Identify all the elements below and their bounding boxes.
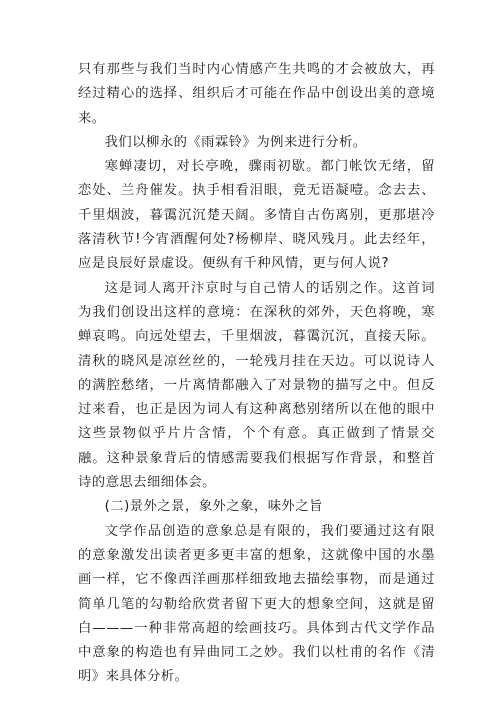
paragraph-poem-analysis: 这是词人离开汴京时与自己情人的话别之作。这首词为我们创设出这样的意境：在深秋的郊外，天色将晚，寒蝉哀鸣。向远处望去，千里烟波，暮霭沉沉，直接天际。清秋的晓风是凉丝丝的，一轮残月挂在天边。可以说诗人的满腔愁绪，一片离情都融入了对景物的描写之中。但反过来看，也正是因为词人有这种离愁别绪所以在他的眼中这些景物似乎片片含情，个个有意。真正做到了情景交融。这种景象背后的情感需要我们根据写作背景，和整首诗的意思去细细体会。 xyxy=(78,280,435,491)
paragraph-example-intro: 我们以柳永的《雨霖铃》为例来进行分析。 xyxy=(104,134,367,150)
section-heading: (二)景外之景，象外之象，味外之旨 xyxy=(104,499,323,515)
paragraph-continuation: 只有那些与我们当时内心情感产生共鸣的才会被放大，再经过精心的选择、组织后才可能在作品中创设出美的意境来。 xyxy=(78,62,435,126)
poem-yulinling: 寒蝉凄切，对长亭晚，骤雨初歇。都门帐饮无绪，留恋处、兰舟催发。执手相看泪眼，竟无语凝噎。念去去、千里烟波，暮霭沉沉楚天阔。多情自古伤离别，更那堪冷落清秋节!今宵酒醒何处?杨柳岸、晓风残月。此去经年，应是良辰好景虚设。便纵有千种风情，更与何人说? xyxy=(78,159,435,272)
document-body xyxy=(78,58,435,690)
paragraph-imagery: 文学作品创造的意象总是有限的，我们要通过这有限的意象激发出读者更多更丰富的想象，这就像中国的水墨画一样，它不像西洋画那样细致地去描绘事物，而是通过简单几笔的勾勒给欣赏者留下更大的想象空间，这就是留白———一种非常高超的绘画技巧。具体到古代文学作品中意象的构造也有异曲同工之妙。我们以杜甫的名作《清明》来具体分析。 xyxy=(78,523,435,685)
